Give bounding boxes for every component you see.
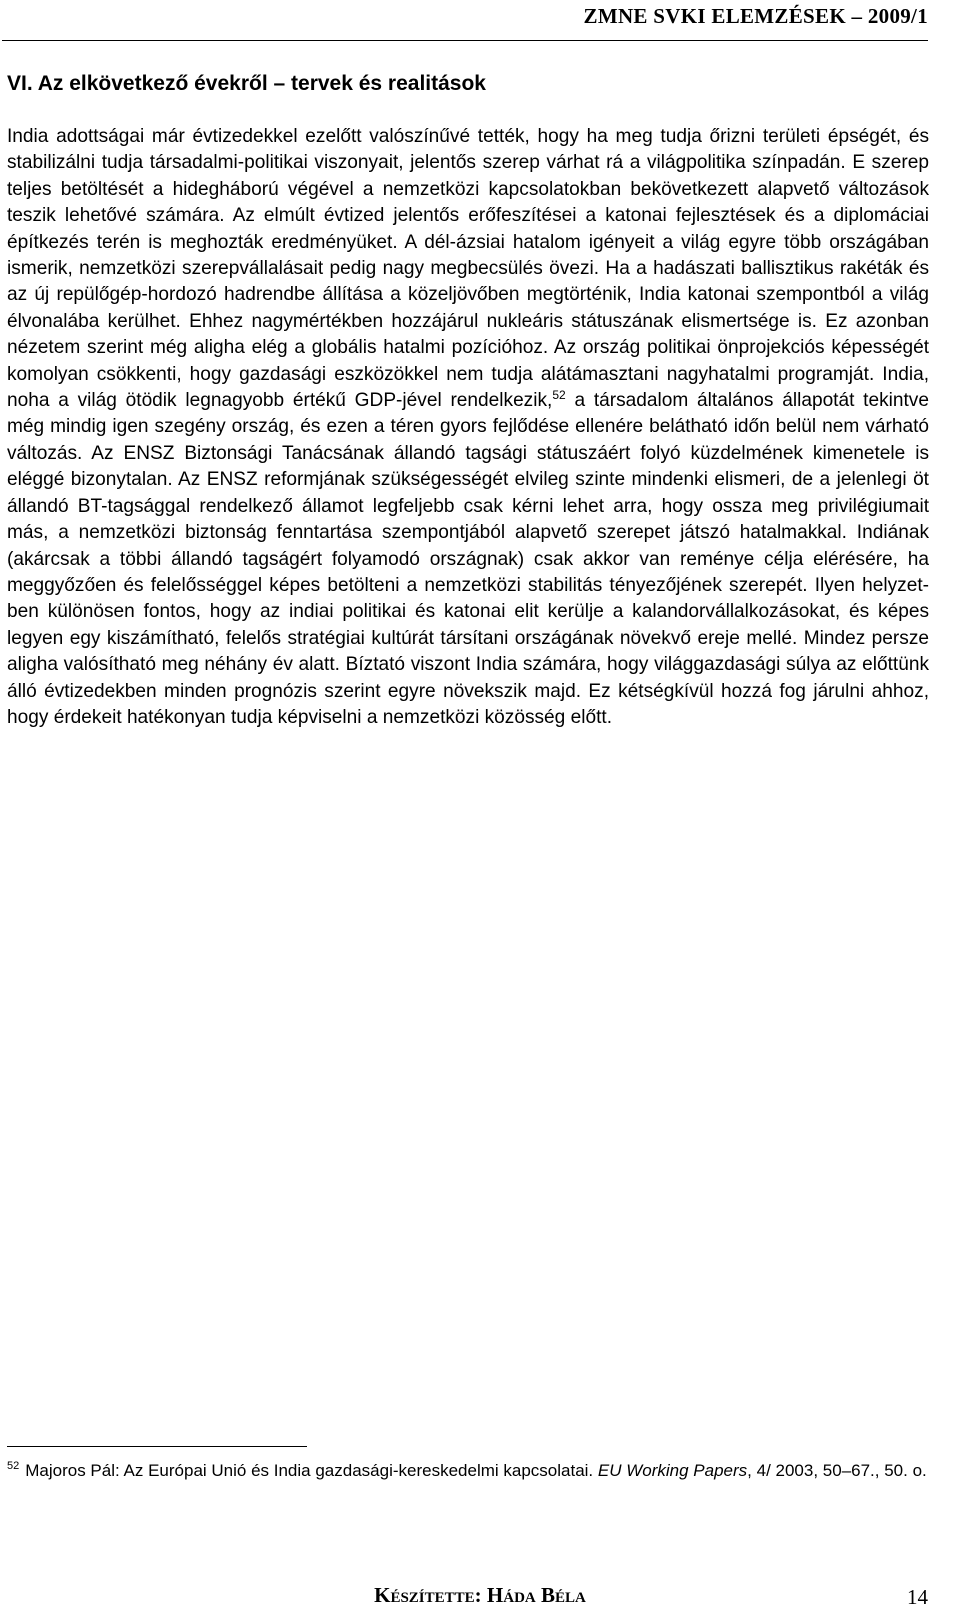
footnote-text-before: Majoros Pál: Az Európai Unió és India gazdasági-kereskedelmi kapcsolatai. xyxy=(25,1461,598,1480)
footnote xyxy=(7,1457,929,1485)
footer-author: Készítette: Háda Béla xyxy=(374,1583,586,1607)
body-paragraph xyxy=(7,124,929,731)
section-heading: VI. Az elkövetkező évekről – tervek és realitások xyxy=(7,72,486,95)
footnote-number: 52 xyxy=(7,1460,20,1472)
body-text-part-2: a társadalom általános állapotát tekintve még mindig igen szegény ország, és ezen a téren gyors fejlődése ellenére belátható időn belül nem várható változás. Az ENSZ Biztonsági Tanácsának állandó tagsági státuszáért folyó küzdelmének kimenetele is eléggé bizonytalan. Az ENSZ reformjának szükségességét elvileg szinte mindenki elismeri, de a jelenlegi öt állandó BT-tagsággal rendelkező államot legfeljebb csak kérni lehet arra, hogy ossza meg privilégiumait más, a nemzetközi biztonság fenntartása szempontjából alapvető szerepet játszó hatalmakkal. Indiának (akárcsak a többi állandó tagságért folyamodó országnak) csak akkor van reménye célja elérésére, ha meggyőzően és felelősséggel képes betölteni a nemzetközi stabilitás tényezőjének szerepét. Ilyen helyzetben különösen fontos, hogy az indiai politikai és katonai elit kerülje a kalandorvállalkozásokat, és képes legyen egy kiszámítható, felelős stratégiai kultúrát társítani országának növekvő ereje mellé. Mindez persze aligha valósítható meg néhány év alatt. Bíztató viszont India számára, hogy világgazdasági súlya az előttünk álló évtizedekben minden prognózis szerint egyre növekszik majd. Ez kétségkívül hozzá fog járulni ahhoz, hogy érdekeit hatékonyan tudja képviselni a nemzetközi közösség előtt. xyxy=(7,390,929,728)
footnote-reference: 52 xyxy=(552,388,566,403)
page-number: 14 xyxy=(907,1585,928,1609)
footnote-journal: EU Working Papers xyxy=(597,1461,748,1480)
footnote-text-after: , 4/ 2003, 50–67., 50. o. xyxy=(747,1461,927,1480)
header-divider xyxy=(2,40,928,41)
running-header: ZMNE SVKI ELEMZÉSEK – 2009/1 xyxy=(583,4,928,28)
footnote-divider xyxy=(7,1446,307,1447)
body-text-part-1: India adottságai már évtizedekkel ezelőtt valószínűvé tették, hogy ha meg tudja őrizni területi épségét, és stabilizálni tudja társadalmi-politikai viszonyait, jelentős szerep várhat rá a világpolitika színpadán. E szerep teljes betöltését a hidegháború végével a nemzetközi kapcsolatokban bekövetkezett alapvető változások teszik lehetővé számára. Az elmúlt évtized jelentős erőfeszítései a katonai fejlesztések és a diplomáciai építkezés terén is meghozták eredményüket. A dél-ázsiai hatalom igényeit a világ egyre több országában ismerik, nemzetközi szerepvállalásait pedig nagy megbecsülés övezi. Ha a hadászati ballisztikus rakéták és az új repülőgép-hordozó hadrendbe állítása a közeljövőben megtörténik, India katonai szempontból a világ élvonalába kerülhet. Ehhez nagymértékben hozzájárul nukleáris státuszának elismertsége is. Ez azonban nézetem szerint még aligha elég a globális hatalmi pozícióhoz. Az ország politikai önprojekciós képességét komolyan csökkenti, hogy gazdasági eszközökkel nem tudja alátámasztani nagyhatalmi programját. India, noha a világ ötödik legnagyobb értékű GDP-jével rendelkezik, xyxy=(7,126,929,412)
